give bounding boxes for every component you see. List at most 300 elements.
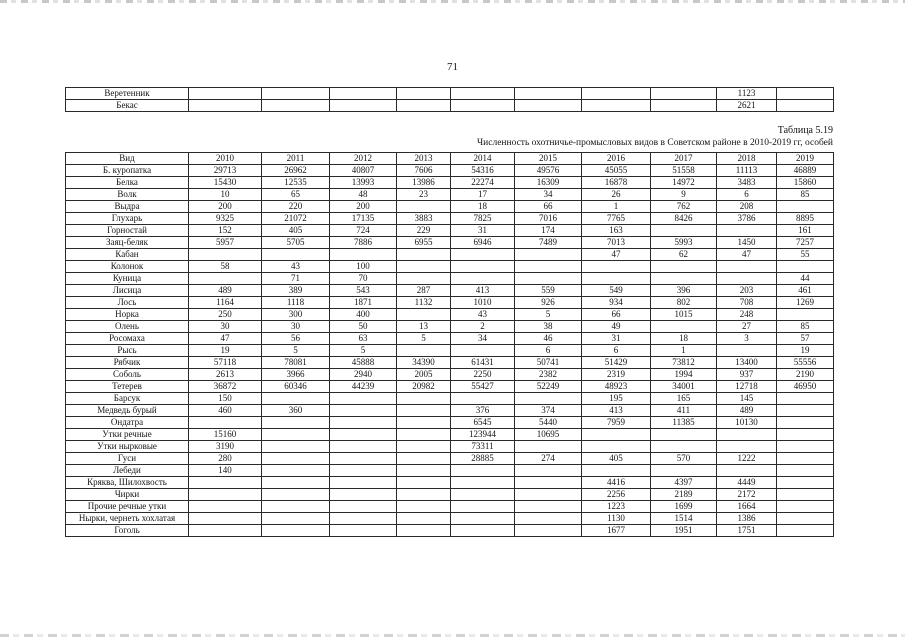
species-name-cell: Волк [66, 189, 189, 201]
value-cell: 15160 [189, 429, 262, 441]
value-cell: 248 [717, 309, 777, 321]
value-cell: 6 [717, 189, 777, 201]
value-cell: 1164 [189, 297, 262, 309]
value-cell: 50 [330, 321, 397, 333]
value-cell: 5 [330, 345, 397, 357]
value-cell [651, 261, 717, 273]
value-cell [451, 489, 515, 501]
species-name-cell: Куница [66, 273, 189, 285]
value-cell: 152 [189, 225, 262, 237]
value-cell [777, 405, 834, 417]
value-cell: 250 [189, 309, 262, 321]
value-cell [330, 88, 397, 100]
value-cell: 13993 [330, 177, 397, 189]
header-cell-year: 2010 [189, 153, 262, 165]
table-row [66, 88, 834, 100]
species-name-cell: Веретенник [66, 88, 189, 100]
value-cell: 195 [582, 393, 651, 405]
value-cell [397, 249, 451, 261]
value-cell [262, 393, 330, 405]
value-cell [189, 273, 262, 285]
value-cell: 12535 [262, 177, 330, 189]
value-cell: 287 [397, 285, 451, 297]
value-cell: 8895 [777, 213, 834, 225]
value-cell: 396 [651, 285, 717, 297]
value-cell: 15430 [189, 177, 262, 189]
previous-table-continuation [65, 87, 834, 112]
species-name-cell: Б. куропатка [66, 165, 189, 177]
value-cell [651, 88, 717, 100]
value-cell: 52249 [515, 381, 582, 393]
value-cell: 60346 [262, 381, 330, 393]
value-cell: 934 [582, 297, 651, 309]
value-cell [717, 261, 777, 273]
value-cell: 165 [651, 393, 717, 405]
value-cell: 937 [717, 369, 777, 381]
value-cell [777, 501, 834, 513]
species-name-cell: Белка [66, 177, 189, 189]
value-cell: 5957 [189, 237, 262, 249]
species-name-cell: Ондатра [66, 417, 189, 429]
table-row [66, 285, 834, 297]
value-cell [451, 465, 515, 477]
value-cell: 43 [262, 261, 330, 273]
value-cell [330, 477, 397, 489]
value-cell [397, 261, 451, 273]
header-cell-species: Вид [66, 153, 189, 165]
table-row [66, 321, 834, 333]
value-cell [397, 441, 451, 453]
value-cell: 4416 [582, 477, 651, 489]
value-cell [330, 249, 397, 261]
value-cell: 44239 [330, 381, 397, 393]
value-cell: 10130 [717, 417, 777, 429]
value-cell [262, 429, 330, 441]
value-cell: 3 [717, 333, 777, 345]
value-cell [777, 393, 834, 405]
value-cell [397, 525, 451, 537]
table-row [66, 165, 834, 177]
value-cell [515, 261, 582, 273]
value-cell: 400 [330, 309, 397, 321]
value-cell: 78081 [262, 357, 330, 369]
value-cell: 802 [651, 297, 717, 309]
value-cell: 4449 [717, 477, 777, 489]
value-cell: 49576 [515, 165, 582, 177]
value-cell: 46 [515, 333, 582, 345]
value-cell [262, 417, 330, 429]
value-cell: 1951 [651, 525, 717, 537]
species-name-cell: Кабан [66, 249, 189, 261]
value-cell [330, 100, 397, 112]
value-cell: 36872 [189, 381, 262, 393]
value-cell: 2382 [515, 369, 582, 381]
value-cell: 19 [189, 345, 262, 357]
value-cell [189, 477, 262, 489]
value-cell [451, 501, 515, 513]
table-header-row [66, 153, 834, 165]
species-name-cell: Колонок [66, 261, 189, 273]
table-row [66, 225, 834, 237]
value-cell: 1010 [451, 297, 515, 309]
value-cell [515, 273, 582, 285]
species-name-cell: Рябчик [66, 357, 189, 369]
value-cell [189, 501, 262, 513]
value-cell: 2005 [397, 369, 451, 381]
value-cell: 47 [582, 249, 651, 261]
value-cell [777, 429, 834, 441]
value-cell: 66 [515, 201, 582, 213]
table-row [66, 489, 834, 501]
value-cell [262, 441, 330, 453]
value-cell: 7013 [582, 237, 651, 249]
table-row [66, 345, 834, 357]
value-cell: 3483 [717, 177, 777, 189]
value-cell: 11385 [651, 417, 717, 429]
value-cell: 2940 [330, 369, 397, 381]
species-name-cell: Росомаха [66, 333, 189, 345]
value-cell [717, 345, 777, 357]
value-cell: 1677 [582, 525, 651, 537]
value-cell [189, 489, 262, 501]
value-cell: 70 [330, 273, 397, 285]
species-name-cell: Кряква, Шилохвость [66, 477, 189, 489]
value-cell [262, 88, 330, 100]
value-cell: 5 [397, 333, 451, 345]
header-cell-year: 2013 [397, 153, 451, 165]
value-cell: 34 [451, 333, 515, 345]
value-cell [397, 88, 451, 100]
value-cell [397, 513, 451, 525]
table-row [66, 501, 834, 513]
value-cell: 411 [651, 405, 717, 417]
value-cell: 220 [262, 201, 330, 213]
value-cell: 489 [189, 285, 262, 297]
value-cell: 28885 [451, 453, 515, 465]
value-cell: 1871 [330, 297, 397, 309]
value-cell: 7886 [330, 237, 397, 249]
value-cell: 11113 [717, 165, 777, 177]
table-row [66, 369, 834, 381]
value-cell: 48 [330, 189, 397, 201]
species-name-cell: Бекас [66, 100, 189, 112]
value-cell [189, 525, 262, 537]
value-cell [262, 453, 330, 465]
value-cell [330, 417, 397, 429]
value-cell [515, 249, 582, 261]
value-cell: 9 [651, 189, 717, 201]
value-cell: 7825 [451, 213, 515, 225]
value-cell: 50741 [515, 357, 582, 369]
table-row [66, 381, 834, 393]
value-cell [189, 100, 262, 112]
value-cell: 46889 [777, 165, 834, 177]
value-cell: 6 [582, 345, 651, 357]
value-cell [515, 88, 582, 100]
value-cell: 145 [717, 393, 777, 405]
value-cell: 40807 [330, 165, 397, 177]
species-name-cell: Заяц-беляк [66, 237, 189, 249]
value-cell: 34390 [397, 357, 451, 369]
species-name-cell: Прочие речные утки [66, 501, 189, 513]
value-cell: 2 [451, 321, 515, 333]
value-cell: 85 [777, 321, 834, 333]
species-name-cell: Гуси [66, 453, 189, 465]
value-cell: 150 [189, 393, 262, 405]
value-cell: 413 [451, 285, 515, 297]
table-row [66, 525, 834, 537]
value-cell [515, 465, 582, 477]
value-cell: 5 [262, 345, 330, 357]
value-cell: 43 [451, 309, 515, 321]
value-cell: 51558 [651, 165, 717, 177]
value-cell: 163 [582, 225, 651, 237]
value-cell: 4397 [651, 477, 717, 489]
value-cell: 6955 [397, 237, 451, 249]
value-cell: 12718 [717, 381, 777, 393]
value-cell [330, 393, 397, 405]
value-cell: 200 [189, 201, 262, 213]
value-cell [451, 261, 515, 273]
value-cell: 73311 [451, 441, 515, 453]
species-name-cell: Глухарь [66, 213, 189, 225]
value-cell [777, 525, 834, 537]
value-cell: 5440 [515, 417, 582, 429]
value-cell: 724 [330, 225, 397, 237]
species-count-table [65, 152, 834, 537]
table-row [66, 465, 834, 477]
value-cell: 10 [189, 189, 262, 201]
value-cell: 1015 [651, 309, 717, 321]
value-cell: 48923 [582, 381, 651, 393]
value-cell: 3786 [717, 213, 777, 225]
value-cell [330, 405, 397, 417]
table-row [66, 513, 834, 525]
value-cell [651, 429, 717, 441]
value-cell: 34 [515, 189, 582, 201]
table-row [66, 417, 834, 429]
value-cell [777, 513, 834, 525]
value-cell: 44 [777, 273, 834, 285]
species-name-cell: Олень [66, 321, 189, 333]
value-cell [262, 465, 330, 477]
value-cell: 13400 [717, 357, 777, 369]
value-cell: 27 [717, 321, 777, 333]
value-cell [330, 465, 397, 477]
value-cell [515, 100, 582, 112]
scan-edge-top [0, 0, 905, 3]
value-cell: 7257 [777, 237, 834, 249]
value-cell [582, 441, 651, 453]
value-cell: 73812 [651, 357, 717, 369]
species-name-cell: Лисица [66, 285, 189, 297]
value-cell [777, 489, 834, 501]
value-cell: 16878 [582, 177, 651, 189]
value-cell [515, 501, 582, 513]
species-name-cell: Соболь [66, 369, 189, 381]
value-cell [397, 417, 451, 429]
value-cell: 100 [330, 261, 397, 273]
value-cell [777, 261, 834, 273]
value-cell [515, 393, 582, 405]
value-cell [330, 501, 397, 513]
value-cell [582, 88, 651, 100]
page-number: 71 [447, 61, 458, 73]
value-cell: 8426 [651, 213, 717, 225]
value-cell [397, 501, 451, 513]
value-cell: 7016 [515, 213, 582, 225]
value-cell [397, 489, 451, 501]
table-row [66, 213, 834, 225]
value-cell: 1514 [651, 513, 717, 525]
value-cell [777, 100, 834, 112]
value-cell: 49 [582, 321, 651, 333]
value-cell: 174 [515, 225, 582, 237]
value-cell: 405 [582, 453, 651, 465]
value-cell: 55556 [777, 357, 834, 369]
species-name-cell: Рысь [66, 345, 189, 357]
value-cell: 2621 [717, 100, 777, 112]
value-cell [717, 225, 777, 237]
species-name-cell: Утки речные [66, 429, 189, 441]
value-cell: 200 [330, 201, 397, 213]
value-cell: 3966 [262, 369, 330, 381]
value-cell: 489 [717, 405, 777, 417]
value-cell: 7489 [515, 237, 582, 249]
value-cell: 1 [582, 201, 651, 213]
value-cell [262, 501, 330, 513]
header-cell-year: 2017 [651, 153, 717, 165]
value-cell [451, 525, 515, 537]
species-name-cell: Горностай [66, 225, 189, 237]
value-cell: 22274 [451, 177, 515, 189]
value-cell: 19 [777, 345, 834, 357]
value-cell [451, 249, 515, 261]
value-cell: 1222 [717, 453, 777, 465]
species-name-cell: Медведь бурый [66, 405, 189, 417]
value-cell [262, 525, 330, 537]
value-cell: 3883 [397, 213, 451, 225]
value-cell: 55427 [451, 381, 515, 393]
value-cell [330, 453, 397, 465]
value-cell: 229 [397, 225, 451, 237]
species-name-cell: Норка [66, 309, 189, 321]
table-row [66, 333, 834, 345]
value-cell: 559 [515, 285, 582, 297]
value-cell [777, 477, 834, 489]
species-name-cell: Утки нырковые [66, 441, 189, 453]
value-cell [189, 513, 262, 525]
value-cell [651, 441, 717, 453]
value-cell: 13986 [397, 177, 451, 189]
value-cell: 2190 [777, 369, 834, 381]
value-cell: 46950 [777, 381, 834, 393]
value-cell: 30 [189, 321, 262, 333]
value-cell [397, 273, 451, 285]
value-cell: 26962 [262, 165, 330, 177]
value-cell: 140 [189, 465, 262, 477]
value-cell [777, 465, 834, 477]
header-cell-year: 2015 [515, 153, 582, 165]
value-cell [262, 513, 330, 525]
value-cell: 1132 [397, 297, 451, 309]
scan-edge-bottom [0, 634, 905, 637]
value-cell: 7765 [582, 213, 651, 225]
value-cell [330, 525, 397, 537]
value-cell: 762 [651, 201, 717, 213]
value-cell: 543 [330, 285, 397, 297]
value-cell: 1386 [717, 513, 777, 525]
value-cell: 20982 [397, 381, 451, 393]
value-cell [262, 489, 330, 501]
value-cell [262, 100, 330, 112]
species-name-cell: Нырки, чернеть хохлатая [66, 513, 189, 525]
value-cell [717, 429, 777, 441]
value-cell: 65 [262, 189, 330, 201]
value-cell: 1269 [777, 297, 834, 309]
value-cell: 18 [651, 333, 717, 345]
table-row [66, 429, 834, 441]
value-cell: 1664 [717, 501, 777, 513]
value-cell: 3190 [189, 441, 262, 453]
header-cell-year: 2016 [582, 153, 651, 165]
value-cell: 31 [451, 225, 515, 237]
species-name-cell: Тетерев [66, 381, 189, 393]
value-cell: 71 [262, 273, 330, 285]
header-cell-year: 2014 [451, 153, 515, 165]
value-cell [451, 345, 515, 357]
value-cell [451, 100, 515, 112]
table-row [66, 441, 834, 453]
value-cell [515, 525, 582, 537]
species-name-cell: Выдра [66, 201, 189, 213]
value-cell: 2172 [717, 489, 777, 501]
value-cell [717, 441, 777, 453]
table-row [66, 309, 834, 321]
table-row [66, 201, 834, 213]
value-cell [777, 417, 834, 429]
value-cell: 62 [651, 249, 717, 261]
value-cell: 274 [515, 453, 582, 465]
header-cell-year: 2012 [330, 153, 397, 165]
value-cell: 10695 [515, 429, 582, 441]
value-cell [777, 441, 834, 453]
value-cell: 13 [397, 321, 451, 333]
table-row [66, 249, 834, 261]
value-cell [397, 477, 451, 489]
value-cell: 2613 [189, 369, 262, 381]
header-cell-year: 2018 [717, 153, 777, 165]
value-cell [397, 201, 451, 213]
species-name-cell: Гоголь [66, 525, 189, 537]
value-cell [397, 345, 451, 357]
value-cell: 61431 [451, 357, 515, 369]
table-caption [477, 124, 833, 150]
value-cell: 6 [515, 345, 582, 357]
species-name-cell: Барсук [66, 393, 189, 405]
value-cell: 47 [717, 249, 777, 261]
value-cell: 26 [582, 189, 651, 201]
value-cell [330, 513, 397, 525]
value-cell: 9325 [189, 213, 262, 225]
value-cell [189, 88, 262, 100]
value-cell [515, 489, 582, 501]
table-row [66, 273, 834, 285]
table-row [66, 100, 834, 112]
value-cell: 85 [777, 189, 834, 201]
value-cell [451, 88, 515, 100]
value-cell: 376 [451, 405, 515, 417]
